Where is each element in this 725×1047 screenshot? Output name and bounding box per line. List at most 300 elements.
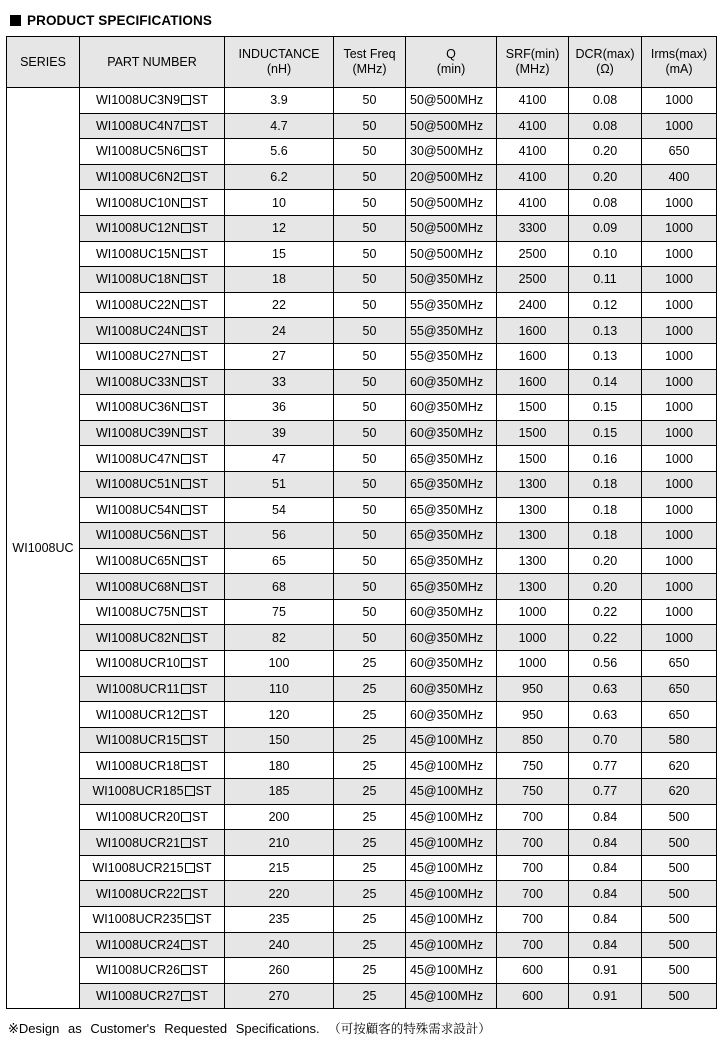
cell-part-number [80,907,225,933]
cell-q: 65@350MHz [406,574,497,600]
cell-dcr: 0.84 [569,881,642,907]
cell-irms: 1000 [642,523,717,549]
cell-test-freq: 25 [334,983,406,1009]
table-row [7,779,717,805]
section-title: PRODUCT SPECIFICATIONS [27,12,212,28]
cell-irms: 1000 [642,548,717,574]
cell-q: 55@350MHz [406,318,497,344]
table-row [7,574,717,600]
cell-test-freq: 50 [334,215,406,241]
table-row [7,241,717,267]
part-prefix: WI1008UCR22 [95,886,181,901]
cell-q: 45@100MHz [406,983,497,1009]
cell-irms: 500 [642,804,717,830]
cell-q: 45@100MHz [406,753,497,779]
cell-srf: 1500 [497,420,569,446]
part-suffix: ST [192,733,209,748]
cell-dcr: 0.63 [569,702,642,728]
cell-test-freq: 25 [334,881,406,907]
cell-srf: 1000 [497,625,569,651]
cell-q: 60@350MHz [406,702,497,728]
cell-test-freq: 50 [334,190,406,216]
cell-srf: 600 [497,983,569,1009]
part-suffix: ST [192,528,209,543]
cell-q: 60@350MHz [406,599,497,625]
tolerance-placeholder-box-icon [181,428,191,438]
cell-part-number [80,523,225,549]
cell-q: 50@500MHz [406,215,497,241]
table-row [7,471,717,497]
part-suffix: ST [192,374,209,389]
cell-dcr: 0.20 [569,139,642,165]
cell-inductance: 110 [225,676,334,702]
part-prefix: WI1008UCR21 [95,835,181,850]
cell-inductance: 36 [225,395,334,421]
cell-irms: 580 [642,727,717,753]
cell-test-freq: 25 [334,855,406,881]
cell-inductance: 5.6 [225,139,334,165]
cell-part-number [80,267,225,293]
cell-inductance: 150 [225,727,334,753]
cell-irms: 1000 [642,446,717,472]
part-suffix: ST [192,477,209,492]
part-suffix: ST [192,886,209,901]
cell-dcr: 0.84 [569,907,642,933]
cell-q: 50@500MHz [406,190,497,216]
cell-test-freq: 25 [334,676,406,702]
cell-srf: 2500 [497,241,569,267]
cell-srf: 1300 [497,548,569,574]
table-row [7,523,717,549]
part-suffix: ST [191,681,208,696]
tolerance-placeholder-box-icon [181,684,191,694]
cell-irms: 1000 [642,574,717,600]
cell-part-number [80,958,225,984]
cell-test-freq: 50 [334,497,406,523]
tolerance-placeholder-box-icon [181,889,191,899]
tolerance-placeholder-box-icon [181,505,191,515]
tolerance-placeholder-box-icon [185,914,195,924]
table-row [7,139,717,165]
tolerance-placeholder-box-icon [181,710,191,720]
cell-srf: 1600 [497,369,569,395]
cell-dcr: 0.08 [569,88,642,114]
cell-test-freq: 50 [334,574,406,600]
part-prefix: WI1008UC75N [95,605,181,620]
cell-q: 60@350MHz [406,395,497,421]
table-row [7,983,717,1009]
cell-inductance: 51 [225,471,334,497]
cell-srf: 1000 [497,651,569,677]
part-prefix: WI1008UC82N [95,630,181,645]
cell-inductance: 12 [225,215,334,241]
cell-test-freq: 25 [334,651,406,677]
table-row [7,369,717,395]
cell-inductance: 4.7 [225,113,334,139]
part-suffix: ST [192,93,209,108]
table-row [7,625,717,651]
header-inductance: INDUCTANCE (nH) [225,37,334,88]
cell-dcr: 0.84 [569,830,642,856]
cell-srf: 750 [497,779,569,805]
cell-dcr: 0.77 [569,779,642,805]
cell-part-number [80,625,225,651]
table-row [7,804,717,830]
tolerance-placeholder-box-icon [185,863,195,873]
part-prefix: WI1008UC3N9 [95,93,181,108]
cell-q: 65@350MHz [406,523,497,549]
part-prefix: WI1008UC6N2 [95,170,181,185]
cell-irms: 1000 [642,190,717,216]
table-row [7,446,717,472]
cell-dcr: 0.22 [569,625,642,651]
cell-q: 45@100MHz [406,855,497,881]
cell-inductance: 54 [225,497,334,523]
cell-inductance: 120 [225,702,334,728]
cell-dcr: 0.77 [569,753,642,779]
cell-irms: 1000 [642,113,717,139]
cell-dcr: 0.12 [569,292,642,318]
table-row [7,395,717,421]
part-prefix: WI1008UCR18 [95,758,181,773]
table-row [7,651,717,677]
cell-part-number [80,292,225,318]
cell-test-freq: 50 [334,599,406,625]
cell-dcr: 0.22 [569,599,642,625]
tolerance-placeholder-box-icon [181,249,191,259]
cell-srf: 700 [497,932,569,958]
cell-part-number [80,139,225,165]
cell-irms: 1000 [642,241,717,267]
cell-test-freq: 25 [334,702,406,728]
cell-srf: 950 [497,676,569,702]
cell-test-freq: 50 [334,267,406,293]
header-q: Q (min) [406,37,497,88]
tolerance-placeholder-box-icon [181,172,191,182]
tolerance-placeholder-box-icon [181,940,191,950]
cell-test-freq: 25 [334,779,406,805]
cell-part-number [80,113,225,139]
cell-srf: 4100 [497,88,569,114]
cell-part-number [80,164,225,190]
part-suffix: ST [195,861,212,876]
cell-irms: 500 [642,983,717,1009]
part-prefix: WI1008UC47N [95,451,181,466]
cell-part-number [80,574,225,600]
cell-test-freq: 25 [334,958,406,984]
square-bullet-icon [10,15,21,26]
cell-q: 45@100MHz [406,830,497,856]
cell-q: 60@350MHz [406,369,497,395]
cell-irms: 620 [642,753,717,779]
cell-srf: 3300 [497,215,569,241]
cell-dcr: 0.56 [569,651,642,677]
cell-inductance: 235 [225,907,334,933]
cell-test-freq: 25 [334,804,406,830]
cell-irms: 500 [642,907,717,933]
table-row [7,702,717,728]
table-row [7,420,717,446]
cell-dcr: 0.70 [569,727,642,753]
part-suffix: ST [192,656,209,671]
part-suffix: ST [192,195,209,210]
cell-irms: 1000 [642,395,717,421]
part-suffix: ST [192,298,209,313]
cell-dcr: 0.84 [569,855,642,881]
cell-inductance: 18 [225,267,334,293]
table-row [7,497,717,523]
cell-part-number [80,318,225,344]
tolerance-placeholder-box-icon [181,274,191,284]
cell-test-freq: 50 [334,318,406,344]
part-suffix: ST [192,553,209,568]
cell-dcr: 0.84 [569,932,642,958]
part-prefix: WI1008UCR15 [95,733,181,748]
cell-srf: 700 [497,881,569,907]
cell-srf: 700 [497,907,569,933]
table-header-row [7,37,717,88]
cell-srf: 1300 [497,523,569,549]
cell-dcr: 0.18 [569,471,642,497]
table-row [7,215,717,241]
cell-irms: 500 [642,855,717,881]
cell-test-freq: 50 [334,420,406,446]
cell-q: 60@350MHz [406,676,497,702]
part-suffix: ST [192,809,209,824]
cell-part-number [80,753,225,779]
part-prefix: WI1008UC24N [95,323,181,338]
cell-inductance: 240 [225,932,334,958]
cell-inductance: 200 [225,804,334,830]
part-suffix: ST [192,502,209,517]
part-prefix: WI1008UC12N [95,221,181,236]
cell-irms: 1000 [642,215,717,241]
part-prefix: WI1008UCR27 [95,989,181,1004]
cell-inductance: 15 [225,241,334,267]
part-suffix: ST [192,579,209,594]
cell-test-freq: 25 [334,907,406,933]
cell-inductance: 68 [225,574,334,600]
part-prefix: WI1008UC18N [95,272,181,287]
table-row [7,292,717,318]
part-suffix: ST [192,451,209,466]
cell-dcr: 0.15 [569,395,642,421]
header-part-number: PART NUMBER [80,37,225,88]
table-row [7,881,717,907]
table-row [7,958,717,984]
cell-irms: 400 [642,164,717,190]
part-prefix: WI1008UC36N [95,400,181,415]
part-suffix: ST [192,170,209,185]
cell-srf: 750 [497,753,569,779]
part-suffix: ST [192,400,209,415]
table-row [7,753,717,779]
cell-srf: 1500 [497,395,569,421]
tolerance-placeholder-box-icon [181,121,191,131]
cell-test-freq: 50 [334,369,406,395]
table-row [7,113,717,139]
table-row [7,164,717,190]
cell-inductance: 33 [225,369,334,395]
part-prefix: WI1008UC27N [95,349,181,364]
part-prefix: WI1008UC56N [95,528,181,543]
cell-part-number [80,497,225,523]
cell-srf: 4100 [497,190,569,216]
cell-srf: 600 [497,958,569,984]
cell-test-freq: 50 [334,292,406,318]
cell-q: 65@350MHz [406,548,497,574]
table-row [7,267,717,293]
tolerance-placeholder-box-icon [181,402,191,412]
cell-inductance: 39 [225,420,334,446]
cell-part-number [80,881,225,907]
cell-irms: 500 [642,932,717,958]
cell-test-freq: 25 [334,830,406,856]
part-prefix: WI1008UCR24 [95,937,181,952]
cell-test-freq: 50 [334,343,406,369]
part-suffix: ST [192,937,209,952]
cell-test-freq: 50 [334,548,406,574]
cell-part-number [80,932,225,958]
cell-irms: 1000 [642,471,717,497]
part-prefix: WI1008UC5N6 [95,144,181,159]
cell-srf: 700 [497,830,569,856]
cell-srf: 2400 [497,292,569,318]
cell-dcr: 0.08 [569,190,642,216]
tolerance-placeholder-box-icon [181,454,191,464]
part-suffix: ST [192,144,209,159]
part-prefix: WI1008UC54N [95,502,181,517]
cell-irms: 650 [642,676,717,702]
cell-srf: 1300 [497,497,569,523]
header-series: SERIES [7,37,80,88]
cell-dcr: 0.13 [569,318,642,344]
cell-part-number [80,830,225,856]
cell-srf: 850 [497,727,569,753]
header-test-freq: Test Freq (MHz) [334,37,406,88]
cell-irms: 1000 [642,343,717,369]
cell-srf: 4100 [497,113,569,139]
cell-part-number [80,599,225,625]
tolerance-placeholder-box-icon [185,786,195,796]
cell-inductance: 185 [225,779,334,805]
cell-irms: 650 [642,702,717,728]
cell-dcr: 0.20 [569,574,642,600]
cell-part-number [80,395,225,421]
cell-part-number [80,215,225,241]
footnote-cjk: （可按顧客的特殊需求設計） [328,1022,491,1036]
table-row [7,548,717,574]
tolerance-placeholder-box-icon [181,965,191,975]
cell-srf: 1300 [497,471,569,497]
cell-dcr: 0.91 [569,958,642,984]
footnote-text: ※Design as Customer's Requested Specifications. [8,1021,320,1036]
cell-q: 45@100MHz [406,727,497,753]
cell-part-number [80,190,225,216]
table-row [7,907,717,933]
tolerance-placeholder-box-icon [181,607,191,617]
part-prefix: WI1008UC51N [95,477,181,492]
part-suffix: ST [192,835,209,850]
cell-part-number [80,369,225,395]
cell-dcr: 0.16 [569,446,642,472]
tolerance-placeholder-box-icon [181,95,191,105]
cell-irms: 1000 [642,292,717,318]
part-suffix: ST [192,118,209,133]
header-dcr: DCR(max) (Ω) [569,37,642,88]
cell-part-number [80,702,225,728]
cell-srf: 2500 [497,267,569,293]
cell-inductance: 220 [225,881,334,907]
cell-test-freq: 25 [334,753,406,779]
specifications-table [6,36,717,1009]
cell-irms: 1000 [642,599,717,625]
cell-srf: 4100 [497,139,569,165]
part-prefix: WI1008UCR26 [95,963,181,978]
cell-q: 65@350MHz [406,446,497,472]
cell-test-freq: 50 [334,88,406,114]
cell-part-number [80,343,225,369]
cell-srf: 1000 [497,599,569,625]
part-prefix: WI1008UCR215 [92,861,184,876]
cell-test-freq: 25 [334,727,406,753]
cell-dcr: 0.18 [569,497,642,523]
table-row [7,88,717,114]
part-prefix: WI1008UCR10 [95,656,181,671]
cell-q: 20@500MHz [406,164,497,190]
cell-q: 50@500MHz [406,241,497,267]
cell-inductance: 260 [225,958,334,984]
cell-dcr: 0.15 [569,420,642,446]
cell-part-number [80,676,225,702]
cell-q: 65@350MHz [406,471,497,497]
cell-srf: 1500 [497,446,569,472]
tolerance-placeholder-box-icon [181,991,191,1001]
part-prefix: WI1008UC33N [95,374,181,389]
tolerance-placeholder-box-icon [181,377,191,387]
part-prefix: WI1008UCR12 [95,707,181,722]
part-suffix: ST [192,246,209,261]
part-prefix: WI1008UC10N [95,195,181,210]
cell-dcr: 0.08 [569,113,642,139]
cell-inductance: 47 [225,446,334,472]
part-prefix: WI1008UC39N [95,426,181,441]
cell-part-number [80,727,225,753]
cell-part-number [80,779,225,805]
cell-srf: 1300 [497,574,569,600]
cell-irms: 650 [642,651,717,677]
cell-q: 45@100MHz [406,932,497,958]
cell-q: 65@350MHz [406,497,497,523]
cell-part-number [80,88,225,114]
tolerance-placeholder-box-icon [181,633,191,643]
cell-part-number [80,855,225,881]
tolerance-placeholder-box-icon [181,300,191,310]
cell-irms: 500 [642,881,717,907]
part-suffix: ST [192,323,209,338]
cell-q: 50@500MHz [406,88,497,114]
tolerance-placeholder-box-icon [181,582,191,592]
tolerance-placeholder-box-icon [181,556,191,566]
cell-irms: 1000 [642,625,717,651]
cell-dcr: 0.09 [569,215,642,241]
table-row [7,676,717,702]
tolerance-placeholder-box-icon [181,146,191,156]
cell-q: 45@100MHz [406,907,497,933]
cell-inductance: 180 [225,753,334,779]
cell-test-freq: 50 [334,625,406,651]
tolerance-placeholder-box-icon [181,530,191,540]
